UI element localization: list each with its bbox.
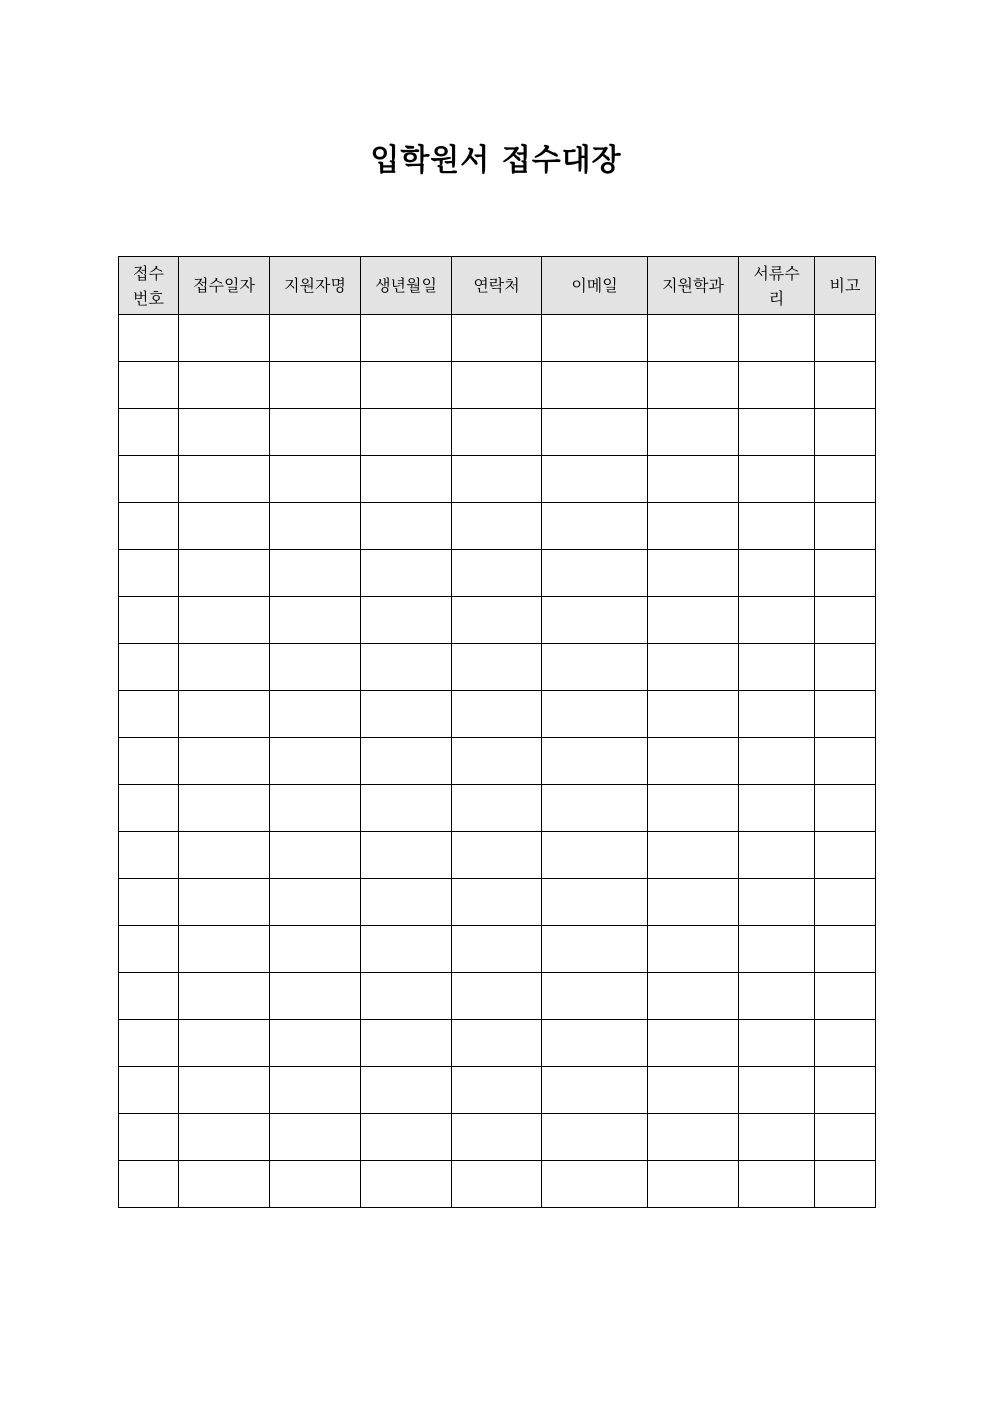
cell-department (648, 973, 739, 1020)
cell-birth-date (361, 691, 452, 738)
cell-birth-date (361, 785, 452, 832)
cell-document-acceptance (739, 832, 815, 879)
application-register-table (118, 256, 876, 1208)
cell-receipt-date (179, 1161, 270, 1208)
cell-email (542, 503, 648, 550)
cell-birth-date (361, 550, 452, 597)
cell-receipt-date (179, 644, 270, 691)
cell-remarks (815, 644, 876, 691)
cell-email (542, 1067, 648, 1114)
cell-document-acceptance (739, 785, 815, 832)
cell-document-acceptance (739, 503, 815, 550)
cell-receipt-number (119, 926, 179, 973)
cell-applicant-name (270, 409, 361, 456)
cell-receipt-number (119, 550, 179, 597)
cell-contact (452, 1020, 542, 1067)
table-row (119, 691, 876, 738)
cell-email (542, 550, 648, 597)
table-row (119, 973, 876, 1020)
cell-email (542, 315, 648, 362)
cell-birth-date (361, 1114, 452, 1161)
cell-department (648, 644, 739, 691)
cell-email (542, 409, 648, 456)
column-header-receipt-number: 접수 번호 (119, 257, 179, 315)
cell-document-acceptance (739, 1114, 815, 1161)
cell-department (648, 1114, 739, 1161)
cell-contact (452, 691, 542, 738)
cell-department (648, 832, 739, 879)
cell-document-acceptance (739, 597, 815, 644)
cell-contact (452, 1114, 542, 1161)
column-header-document-acceptance: 서류수 리 (739, 257, 815, 315)
cell-receipt-date (179, 785, 270, 832)
cell-contact (452, 832, 542, 879)
cell-email (542, 832, 648, 879)
column-header-remarks: 비고 (815, 257, 876, 315)
cell-remarks (815, 785, 876, 832)
cell-applicant-name (270, 315, 361, 362)
cell-applicant-name (270, 362, 361, 409)
cell-receipt-number (119, 832, 179, 879)
cell-birth-date (361, 1067, 452, 1114)
cell-applicant-name (270, 738, 361, 785)
cell-contact (452, 597, 542, 644)
cell-document-acceptance (739, 1067, 815, 1114)
cell-receipt-number (119, 738, 179, 785)
table-row (119, 1161, 876, 1208)
cell-receipt-number (119, 315, 179, 362)
cell-remarks (815, 832, 876, 879)
table-body (119, 315, 876, 1208)
cell-remarks (815, 362, 876, 409)
cell-applicant-name (270, 1067, 361, 1114)
cell-applicant-name (270, 456, 361, 503)
cell-department (648, 926, 739, 973)
cell-receipt-number (119, 597, 179, 644)
cell-birth-date (361, 926, 452, 973)
cell-document-acceptance (739, 550, 815, 597)
cell-remarks (815, 926, 876, 973)
cell-email (542, 785, 648, 832)
table-row (119, 409, 876, 456)
column-header-contact: 연락처 (452, 257, 542, 315)
cell-birth-date (361, 315, 452, 362)
cell-contact (452, 456, 542, 503)
cell-receipt-date (179, 597, 270, 644)
cell-department (648, 1020, 739, 1067)
cell-receipt-number (119, 409, 179, 456)
cell-applicant-name (270, 644, 361, 691)
cell-email (542, 362, 648, 409)
cell-birth-date (361, 832, 452, 879)
cell-birth-date (361, 644, 452, 691)
cell-email (542, 456, 648, 503)
cell-applicant-name (270, 926, 361, 973)
cell-birth-date (361, 738, 452, 785)
cell-document-acceptance (739, 1020, 815, 1067)
cell-receipt-number (119, 644, 179, 691)
cell-applicant-name (270, 879, 361, 926)
cell-receipt-number (119, 503, 179, 550)
cell-receipt-number (119, 1020, 179, 1067)
cell-document-acceptance (739, 691, 815, 738)
cell-email (542, 1114, 648, 1161)
cell-receipt-date (179, 832, 270, 879)
cell-remarks (815, 738, 876, 785)
cell-receipt-date (179, 550, 270, 597)
cell-remarks (815, 1114, 876, 1161)
cell-contact (452, 973, 542, 1020)
column-header-department: 지원학과 (648, 257, 739, 315)
table-row (119, 926, 876, 973)
cell-receipt-number (119, 362, 179, 409)
cell-department (648, 315, 739, 362)
cell-department (648, 503, 739, 550)
cell-remarks (815, 1067, 876, 1114)
cell-document-acceptance (739, 315, 815, 362)
cell-document-acceptance (739, 1161, 815, 1208)
cell-applicant-name (270, 503, 361, 550)
cell-department (648, 1161, 739, 1208)
cell-receipt-date (179, 362, 270, 409)
cell-applicant-name (270, 1161, 361, 1208)
cell-applicant-name (270, 832, 361, 879)
cell-department (648, 785, 739, 832)
cell-receipt-number (119, 785, 179, 832)
cell-department (648, 691, 739, 738)
cell-contact (452, 550, 542, 597)
cell-email (542, 1161, 648, 1208)
cell-document-acceptance (739, 456, 815, 503)
cell-department (648, 362, 739, 409)
cell-receipt-number (119, 879, 179, 926)
cell-contact (452, 409, 542, 456)
cell-remarks (815, 597, 876, 644)
table-row (119, 879, 876, 926)
cell-document-acceptance (739, 362, 815, 409)
cell-document-acceptance (739, 644, 815, 691)
table-row (119, 315, 876, 362)
cell-receipt-number (119, 1161, 179, 1208)
cell-remarks (815, 550, 876, 597)
cell-contact (452, 315, 542, 362)
cell-contact (452, 1067, 542, 1114)
cell-applicant-name (270, 1114, 361, 1161)
cell-remarks (815, 503, 876, 550)
cell-receipt-date (179, 926, 270, 973)
cell-receipt-date (179, 879, 270, 926)
cell-receipt-date (179, 738, 270, 785)
cell-applicant-name (270, 597, 361, 644)
cell-department (648, 879, 739, 926)
table-row (119, 644, 876, 691)
cell-department (648, 456, 739, 503)
cell-contact (452, 644, 542, 691)
cell-birth-date (361, 409, 452, 456)
cell-email (542, 926, 648, 973)
cell-contact (452, 738, 542, 785)
table-row (119, 597, 876, 644)
cell-birth-date (361, 503, 452, 550)
table-row (119, 832, 876, 879)
cell-birth-date (361, 1161, 452, 1208)
cell-email (542, 691, 648, 738)
table-row (119, 1114, 876, 1161)
cell-contact (452, 926, 542, 973)
cell-document-acceptance (739, 409, 815, 456)
cell-birth-date (361, 456, 452, 503)
table-row (119, 1020, 876, 1067)
cell-birth-date (361, 597, 452, 644)
cell-receipt-date (179, 409, 270, 456)
table-row (119, 456, 876, 503)
cell-receipt-number (119, 691, 179, 738)
column-header-applicant-name: 지원자명 (270, 257, 361, 315)
cell-email (542, 973, 648, 1020)
cell-contact (452, 503, 542, 550)
cell-email (542, 597, 648, 644)
column-header-birth-date: 생년월일 (361, 257, 452, 315)
cell-remarks (815, 456, 876, 503)
cell-remarks (815, 1161, 876, 1208)
table-header-row (119, 257, 876, 315)
cell-remarks (815, 315, 876, 362)
cell-remarks (815, 691, 876, 738)
cell-department (648, 597, 739, 644)
cell-receipt-date (179, 1114, 270, 1161)
cell-department (648, 738, 739, 785)
cell-receipt-date (179, 456, 270, 503)
table-row (119, 503, 876, 550)
cell-document-acceptance (739, 738, 815, 785)
cell-contact (452, 785, 542, 832)
cell-receipt-date (179, 973, 270, 1020)
cell-remarks (815, 409, 876, 456)
cell-birth-date (361, 1020, 452, 1067)
cell-receipt-number (119, 1067, 179, 1114)
cell-birth-date (361, 879, 452, 926)
cell-document-acceptance (739, 926, 815, 973)
cell-receipt-date (179, 315, 270, 362)
cell-email (542, 1020, 648, 1067)
cell-applicant-name (270, 1020, 361, 1067)
cell-contact (452, 362, 542, 409)
table-row (119, 1067, 876, 1114)
cell-birth-date (361, 973, 452, 1020)
cell-receipt-number (119, 973, 179, 1020)
cell-receipt-date (179, 691, 270, 738)
table-row (119, 738, 876, 785)
cell-remarks (815, 973, 876, 1020)
cell-contact (452, 1161, 542, 1208)
cell-document-acceptance (739, 879, 815, 926)
cell-department (648, 409, 739, 456)
cell-birth-date (361, 362, 452, 409)
table-row (119, 362, 876, 409)
cell-applicant-name (270, 691, 361, 738)
cell-email (542, 738, 648, 785)
cell-receipt-number (119, 456, 179, 503)
page-title: 입학원서 접수대장 (370, 143, 622, 178)
cell-receipt-date (179, 1067, 270, 1114)
cell-receipt-date (179, 503, 270, 550)
cell-applicant-name (270, 785, 361, 832)
table-row (119, 785, 876, 832)
table-row (119, 550, 876, 597)
cell-remarks (815, 879, 876, 926)
cell-contact (452, 879, 542, 926)
cell-department (648, 1067, 739, 1114)
column-header-receipt-date: 접수일자 (179, 257, 270, 315)
cell-email (542, 644, 648, 691)
cell-document-acceptance (739, 973, 815, 1020)
cell-remarks (815, 1020, 876, 1067)
cell-receipt-date (179, 1020, 270, 1067)
cell-email (542, 879, 648, 926)
cell-applicant-name (270, 550, 361, 597)
cell-receipt-number (119, 1114, 179, 1161)
column-header-email: 이메일 (542, 257, 648, 315)
cell-applicant-name (270, 973, 361, 1020)
cell-department (648, 550, 739, 597)
